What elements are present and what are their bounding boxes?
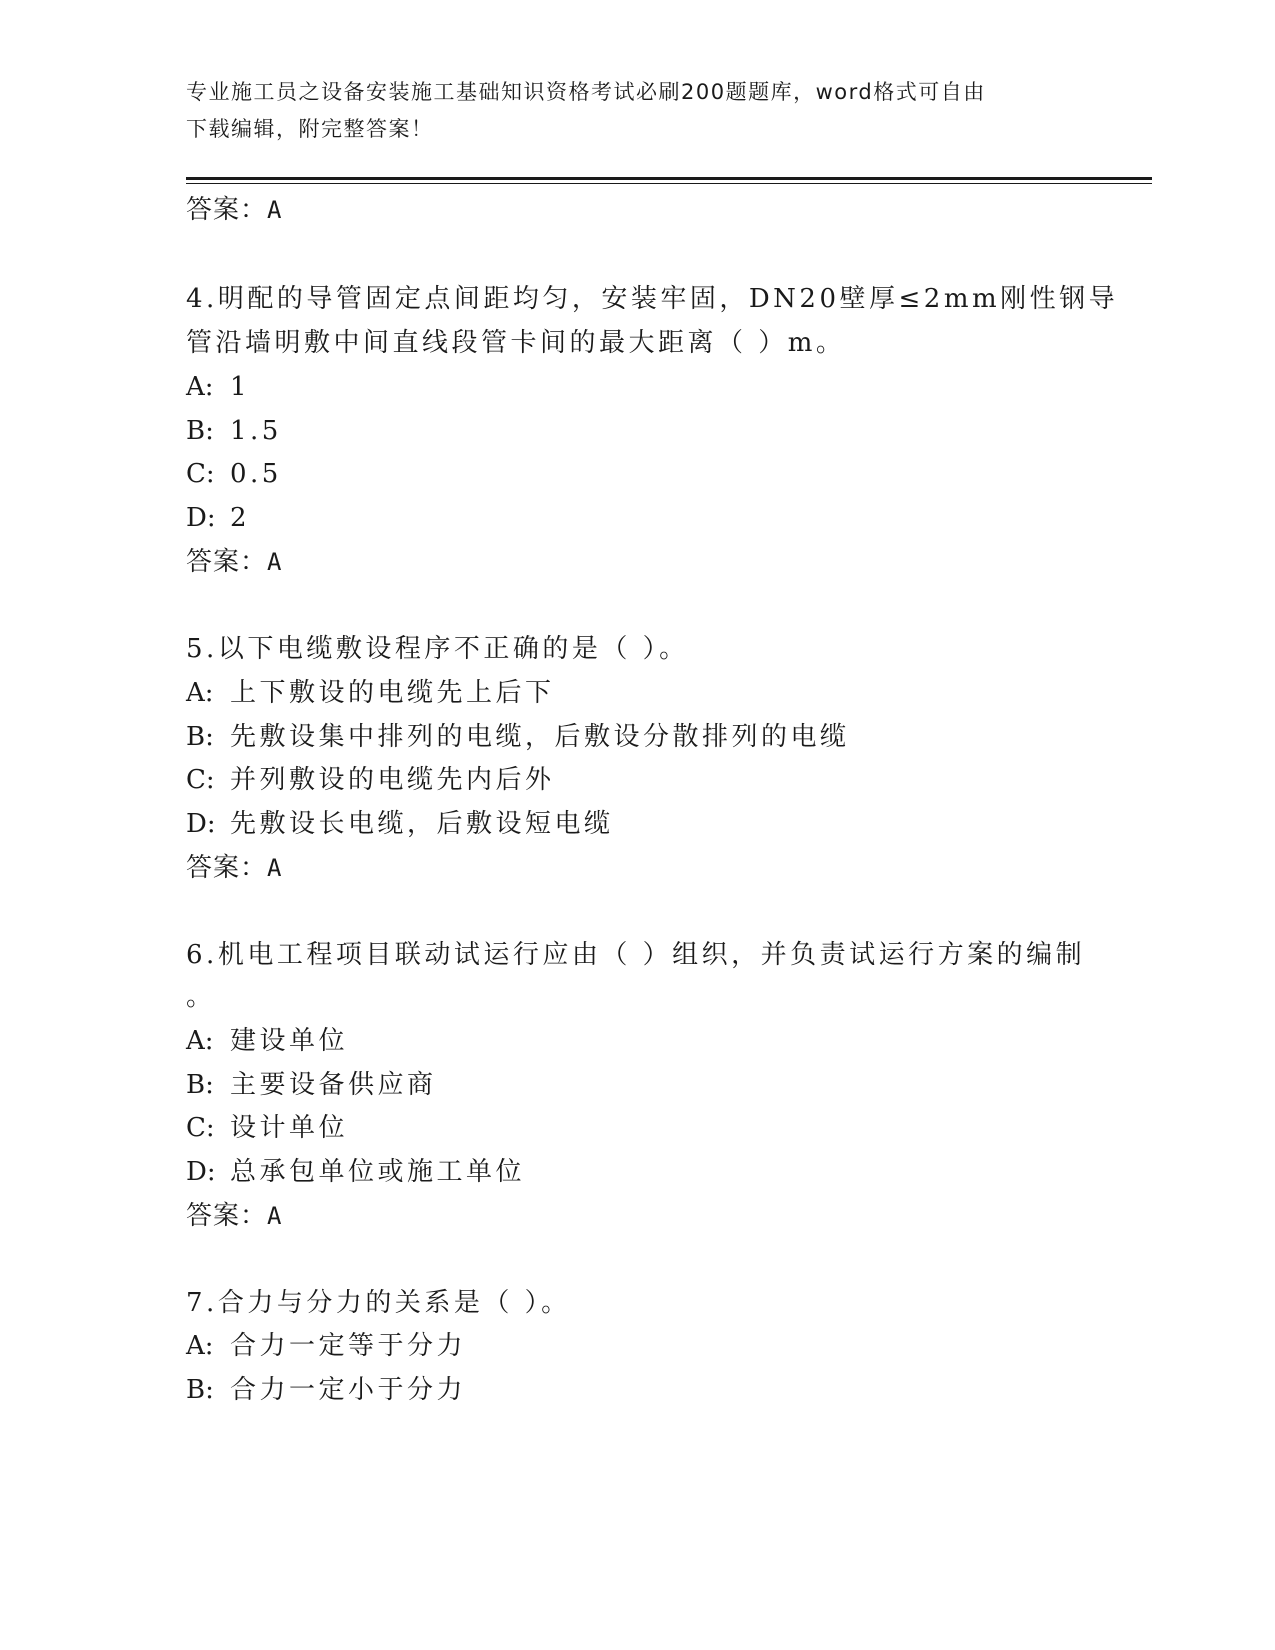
answer-value: A: [267, 196, 283, 224]
answer-value: A: [267, 854, 283, 882]
option-letter: B:: [186, 1070, 214, 1100]
question-number: 4.: [186, 284, 218, 314]
question-5-stem: [186, 631, 689, 667]
question-6-answer: [186, 1198, 282, 1234]
question-4-option-a: [186, 369, 250, 405]
option-text: 合力一定小于分力: [230, 1375, 467, 1405]
option-letter: A:: [186, 678, 214, 708]
option-text: 主要设备供应商: [230, 1070, 437, 1100]
question-number: 7.: [186, 1288, 218, 1318]
question-6-option-c: [186, 1110, 348, 1146]
answer-label: 答案：: [186, 853, 268, 883]
question-text: 明配的导管固定点间距均匀，安装牢固，DN20壁厚≤2mm刚性钢导: [217, 284, 1119, 314]
document-header: [186, 74, 1066, 148]
option-letter: B:: [186, 1375, 214, 1405]
question-6-option-d: [186, 1154, 525, 1190]
answer-line: [186, 192, 282, 228]
question-7-stem: [186, 1285, 571, 1321]
option-text: 2: [230, 503, 251, 533]
option-letter: C:: [186, 765, 215, 795]
option-text: 设计单位: [230, 1113, 349, 1143]
question-4-answer: [186, 544, 282, 580]
option-text: 建设单位: [230, 1026, 349, 1056]
question-6-stem: [186, 937, 1085, 973]
option-text: 1: [230, 372, 251, 402]
option-text: 先敷设长电缆，后敷设短电缆: [230, 809, 614, 839]
question-text: 管沿墙明敷中间直线段管卡间的最大距离（ ）m。: [186, 328, 846, 358]
header-line-1: 专业施工员之设备安装施工基础知识资格考试必刷200题题库，word格式可自由: [186, 80, 986, 104]
option-letter: D:: [186, 503, 216, 533]
question-7-option-a: [186, 1328, 466, 1364]
question-text: 。: [186, 982, 216, 1012]
question-text: 合力与分力的关系是（ ）。: [217, 1288, 571, 1318]
option-letter: B:: [186, 416, 214, 446]
question-number: 6.: [186, 940, 218, 970]
question-5-option-b: [186, 719, 850, 755]
option-letter: A:: [186, 1026, 214, 1056]
option-letter: C:: [186, 1113, 215, 1143]
answer-label: 答案：: [186, 547, 268, 577]
question-4-option-b: [186, 413, 282, 449]
answer-value: A: [267, 548, 283, 576]
question-4-stem: [186, 281, 1118, 317]
option-letter: C:: [186, 459, 215, 489]
question-5-option-d: [186, 806, 614, 842]
question-4-option-c: [186, 456, 282, 492]
header-divider-thick: [186, 177, 1152, 180]
option-letter: A:: [186, 1331, 214, 1361]
question-5-option-c: [186, 762, 555, 798]
option-text: 总承包单位或施工单位: [230, 1157, 526, 1187]
question-text: 以下电缆敷设程序不正确的是（ ）。: [217, 634, 689, 664]
question-6-stem-cont: [186, 979, 216, 1015]
option-text: 合力一定等于分力: [230, 1331, 467, 1361]
option-text: 先敷设集中排列的电缆，后敷设分散排列的电缆: [230, 722, 850, 752]
option-letter: D:: [186, 809, 216, 839]
question-7-option-b: [186, 1372, 466, 1408]
question-5-answer: [186, 850, 282, 886]
option-letter: B:: [186, 722, 214, 752]
question-6-option-b: [186, 1067, 437, 1103]
header-line-2: 下载编辑，附完整答案！: [186, 117, 434, 141]
question-5-option-a: [186, 675, 555, 711]
option-text: 上下敷设的电缆先上后下: [230, 678, 555, 708]
option-text: 并列敷设的电缆先内后外: [230, 765, 555, 795]
question-text: 机电工程项目联动试运行应由（ ）组织，并负责试运行方案的编制: [217, 940, 1086, 970]
header-divider-thin: [186, 183, 1152, 184]
question-4-option-d: [186, 500, 250, 536]
option-text: 0.5: [230, 459, 282, 489]
option-letter: A:: [186, 372, 214, 402]
option-letter: D:: [186, 1157, 216, 1187]
question-number: 5.: [186, 634, 218, 664]
answer-label: 答案：: [186, 195, 268, 225]
question-4-stem-cont: [186, 325, 845, 361]
question-6-option-a: [186, 1023, 348, 1059]
option-text: 1.5: [230, 416, 282, 446]
answer-value: A: [267, 1202, 283, 1230]
answer-label: 答案：: [186, 1201, 268, 1231]
